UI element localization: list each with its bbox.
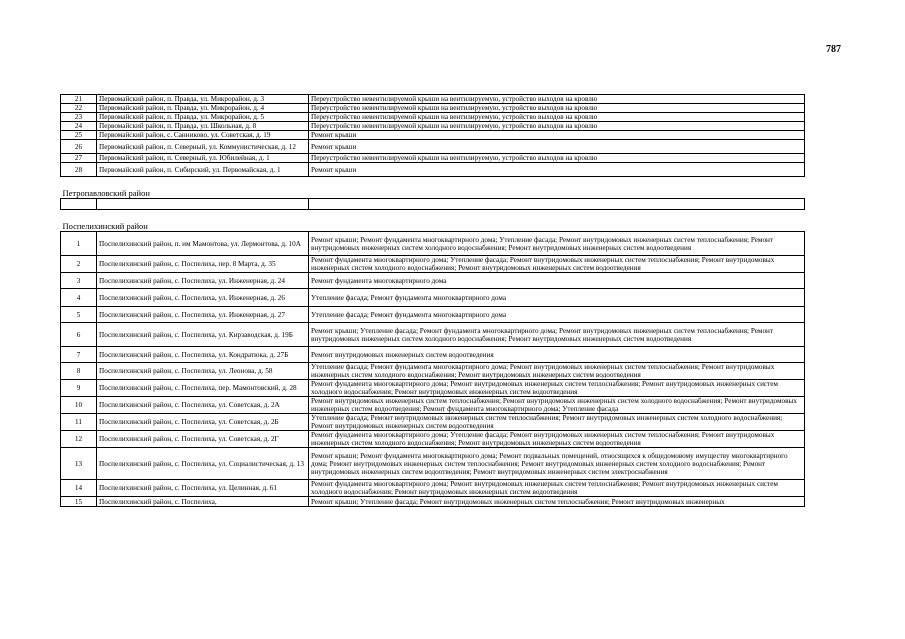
row-number: 1 [61,232,97,256]
row-address: Первомайский район, п. Правда, ул. Микрорайон, д. 3 [97,95,309,104]
row-works: Утепление фасада; Ремонт фундамента многоквартирного дома; Ремонт внутридомовых инженерных систем теплоснабжения; Ремонт внутридомовых инженерных систем холодного водоснабжения; Ремонт внутридомовых инженерных систем водоотведения [309,363,805,380]
row-works: Утепление фасада; Ремонт фундамента многоквартирного дома [309,289,805,307]
row-number: 14 [61,480,97,497]
page-number: 787 [826,44,841,55]
table-row [61,289,805,307]
table-row [61,380,805,397]
row-address: Поспелихинский район, с. Поспелиха, ул. Инженерная, д. 24 [97,273,309,289]
row-address: Поспелихинский район, с. Поспелиха, ул. Советская, д. 2Б [97,414,309,431]
table-row [61,122,805,131]
row-address: Поспелихинский район, с. Поспелиха, ул. Кирзаводская, д. 19Б [97,323,309,347]
row-works: Ремонт фундамента многоквартирного дома; Ремонт внутридомовых инженерных систем теплоснабжения; Ремонт внутридомовых инженерных систем холодного водоснабжения; Ремонт внутридомовых инженерных систем водоотведения [309,480,805,497]
row-address: Поспелихинский район, п. им Мамонтова, ул. Лермонтова, д. 10А [97,232,309,256]
row-works: Ремонт крыши; Утепление фасада; Ремонт внутридомовых инженерных систем теплоснабжения; Ремонт внутридомовых инженерных [309,497,805,507]
row-number: 21 [61,95,97,104]
table-row [61,95,805,104]
row-number: 12 [61,431,97,448]
section-title: Петропавловский район [61,177,805,199]
row-works: Ремонт внутридомовых инженерных систем теплоснабжения; Ремонт внутридомовых инженерных систем холодного водоснабжения; Ремонт внутридомовых инженерных систем водоотведения; Ремонт фундамента многоквартирного дома; Утепление фасада [309,397,805,414]
row-number: 6 [61,323,97,347]
table-row [61,140,805,154]
row-number: 27 [61,154,97,163]
row-address: Первомайский район, с. Санниково, ул. Советская, д. 19 [97,131,309,140]
row-address: Поспелихинский район, с. Поспелиха, ул. Социалистическая, д. 13 [97,448,309,480]
row-number: 11 [61,414,97,431]
row-address: Поспелихинский район, с. Поспелиха, [97,497,309,507]
row-address: Поспелихинский район, с. Поспелиха, ул. Инженерная, д. 26 [97,289,309,307]
row-address: Поспелихинский район, с. Поспелиха, пер. 8 Марта, д. 35 [97,256,309,273]
row-address: Поспелихинский район, с. Поспелиха, пер. Мамонтовский, д. 28 [97,380,309,397]
row-address: Первомайский район, п. Правда, ул. Школьная, д. 8 [97,122,309,131]
row-number: 4 [61,289,97,307]
row-number: 23 [61,113,97,122]
row-number: 26 [61,140,97,154]
row-works: Ремонт крыши [309,131,805,140]
row-works: Ремонт фундамента многоквартирного дома; Утепление фасада; Ремонт внутридомовых инженерных систем теплоснабжения; Ремонт внутридомовых инженерных систем холодного водоснабжения; Ремонт внутридомовых инженерных систем водоотведения [309,431,805,448]
row-number: 9 [61,380,97,397]
table-row [61,448,805,480]
row-works: Ремонт фундамента многоквартирного дома; Ремонт внутридомовых инженерных систем теплоснабжения; Ремонт внутридомовых инженерных систем холодного водоснабжения; Ремонт внутридомовых инженерных систем водоотведения [309,380,805,397]
table-row [61,347,805,363]
table-row [61,497,805,507]
table-row [61,323,805,347]
row-works: Ремонт крыши; Ремонт фундамента многоквартирного дома; Утепление фасада; Ремонт внутридомовых инженерных систем теплоснабжения; Ремонт внутридомовых инженерных систем холодного водоснабжения; Ремонт внутридомовых инженерных систем водоотведения [309,232,805,256]
row-number: 7 [61,347,97,363]
table-row [61,154,805,163]
table-row [61,113,805,122]
row-works: Ремонт крыши [309,163,805,177]
row-number: 28 [61,163,97,177]
table-row [61,414,805,431]
row-number: 24 [61,122,97,131]
row-works: Утепление фасада; Ремонт фундамента многоквартирного дома [309,307,805,323]
row-works: Переустройство невентилируемой крыши на вентилируемую, устройство выходов на кровлю [309,113,805,122]
table-row [61,307,805,323]
row-address: Поспелихинский район, с. Поспелиха, ул. Советская, д. 2А [97,397,309,414]
table-row [61,480,805,497]
row-number: 15 [61,497,97,507]
row-works: Ремонт фундамента многоквартирного дома [309,273,805,289]
row-address: Поспелихинский район, с. Поспелиха, ул. Инженерная, д. 27 [97,307,309,323]
table-row [61,104,805,113]
row-works: Ремонт крыши; Ремонт фундамента многоквартирного дома; Ремонт подвальных помещений, относящихся к общедомовому имуществу многоквартирного дома; Ремонт внутридомовых инженерных систем теплоснабжения; Ремонт внутридомовых инженерных систем холодного водоснабжения; Ремонт внутридомовых инженерных систем водоотведения; Ремонт внутридомовых инженерных систем электроснабжения [309,448,805,480]
row-number: 22 [61,104,97,113]
table-row [61,363,805,380]
table-row [61,273,805,289]
section-title: Поспелихинский район [61,210,805,232]
row-address: Первомайский район, п. Северный, ул. Юбилейная, д. 1 [97,154,309,163]
row-address: Первомайский район, п. Северный, ул. Коммунистическая, д. 12 [97,140,309,154]
row-works: Утепление фасада; Ремонт внутридомовых инженерных систем теплоснабжения; Ремонт внутридомовых инженерных систем холодного водоснабжения; Ремонт внутридомовых инженерных систем водоотведения [309,414,805,431]
row-works: Ремонт крыши; Утепление фасада; Ремонт фундамента многоквартирного дома; Ремонт внутридомовых инженерных систем теплоснабжения; Ремонт внутридомовых инженерных систем холодного водоснабжения; Ремонт внутридомовых инженерных систем водоотведения [309,323,805,347]
row-works: Переустройство невентилируемой крыши на вентилируемую, устройство выходов на кровлю [309,154,805,163]
row-works: Ремонт фундамента многоквартирного дома; Утепление фасада; Ремонт внутридомовых инженерных систем теплоснабжения; Ремонт внутридомовых инженерных систем холодного водоснабжения; Ремонт внутридомовых инженерных систем водоотведения [309,256,805,273]
row-number: 3 [61,273,97,289]
row-works: Ремонт крыши [309,140,805,154]
row-works: Ремонт внутридомовых инженерных систем водоотведения [309,347,805,363]
row-address: Поспелихинский район, с. Поспелиха, ул. Леонова, д. 58 [97,363,309,380]
row-number: 2 [61,256,97,273]
table-row [61,232,805,256]
row-address: Поспелихинский район, с. Поспелиха, ул. Советская, д. 2Г [97,431,309,448]
row-works: Переустройство невентилируемой крыши на вентилируемую, устройство выходов на кровлю [309,122,805,131]
row-address: Первомайский район, п. Сибирский, ул. Первомайская, д. 1 [97,163,309,177]
row-number: 5 [61,307,97,323]
row-number: 8 [61,363,97,380]
row-address: Поспелихинский район, с. Поспелиха, ул. Кондратюка, д. 27Б [97,347,309,363]
section-row-petropavlovsk [61,177,805,199]
row-address: Первомайский район, п. Правда, ул. Микрорайон, д. 5 [97,113,309,122]
row-number: 10 [61,397,97,414]
table-row [61,397,805,414]
table-row [61,131,805,140]
repair-table [60,94,805,507]
table-row [61,163,805,177]
table-row [61,256,805,273]
row-address: Первомайский район, п. Правда, ул. Микрорайон, д. 4 [97,104,309,113]
section-row-pospelikha [61,210,805,232]
blank-row [61,199,805,210]
row-number: 13 [61,448,97,480]
row-works: Переустройство невентилируемой крыши на вентилируемую, устройство выходов на кровлю [309,95,805,104]
row-address: Поспелихинский район, с. Поспелиха, ул. Целинная, д. 61 [97,480,309,497]
row-number: 25 [61,131,97,140]
row-works: Переустройство невентилируемой крыши на вентилируемую, устройство выходов на кровлю [309,104,805,113]
table-row [61,431,805,448]
